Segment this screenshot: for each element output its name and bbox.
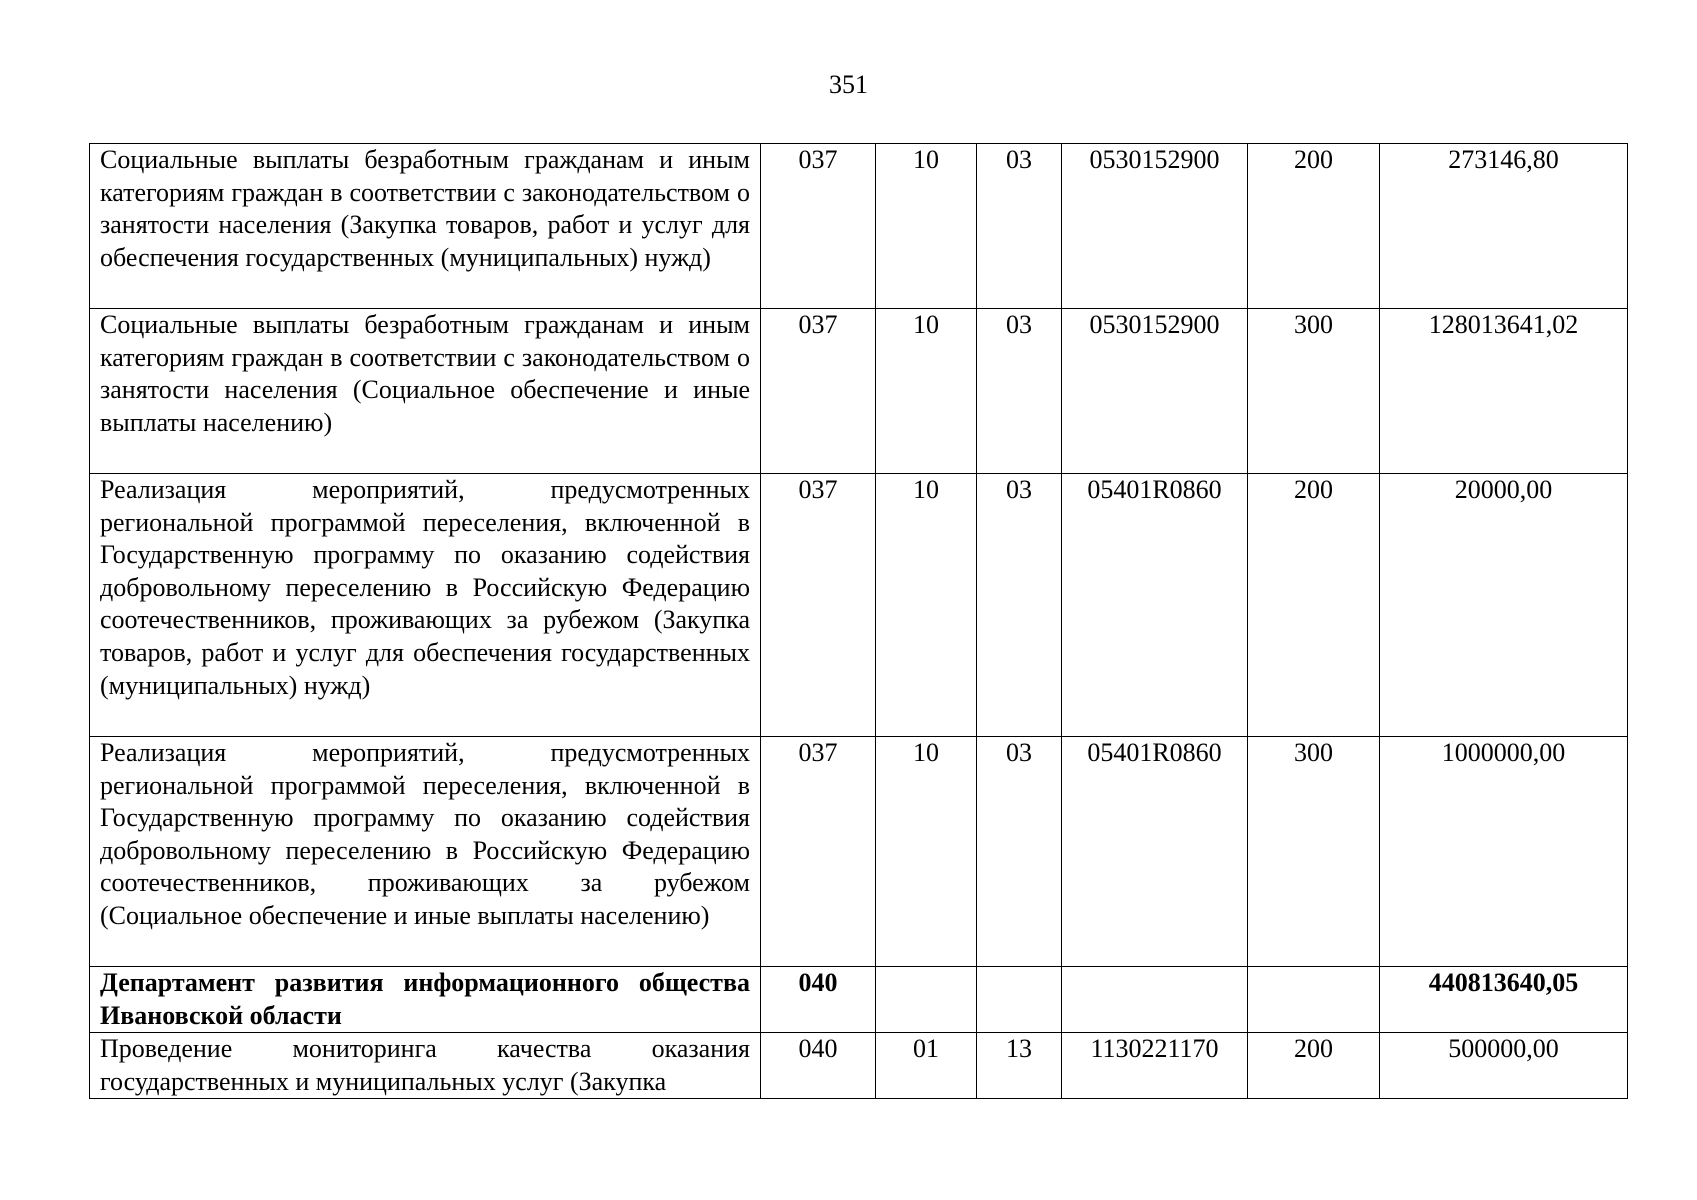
row-target-article: 1130221170 [1062, 1033, 1248, 1099]
row-amount: 500000,00 [1380, 1033, 1628, 1099]
row-amount: 273146,80 [1380, 144, 1628, 309]
row-expense-type [1248, 967, 1380, 1033]
row-description: Социальные выплаты безработным гражданам и иным категориям граждан в соответствии с законодательством о занятости населения (Социальное обеспечение и иные выплаты населению) [90, 309, 761, 474]
row-description: Реализация мероприятий, предусмотренных региональной программой переселения, включенной в Государственную программу по оказанию содействия добровольному переселению в Российскую Федерацию соотечественников, проживающих за рубежом (Закупка товаров, работ и услуг для обеспечения государственных (муниципальных) нужд) [90, 474, 761, 737]
row-expense-type: 200 [1248, 144, 1380, 309]
row-section-code [876, 967, 977, 1033]
row-amount: 440813640,05 [1380, 967, 1628, 1033]
row-section-code: 10 [876, 144, 977, 309]
row-subsection-code: 03 [977, 144, 1062, 309]
row-expense-type: 300 [1248, 737, 1380, 967]
table-row [90, 474, 1628, 737]
row-target-article: 05401R0860 [1062, 737, 1248, 967]
table-row [90, 737, 1628, 967]
row-ministry-code: 040 [761, 1033, 876, 1099]
row-target-article: 05401R0860 [1062, 474, 1248, 737]
row-ministry-code: 037 [761, 309, 876, 474]
row-ministry-code: 040 [761, 967, 876, 1033]
row-subsection-code: 03 [977, 309, 1062, 474]
table-row [90, 1033, 1628, 1099]
row-ministry-code: 037 [761, 737, 876, 967]
table-body [90, 144, 1628, 1099]
row-description: Социальные выплаты безработным гражданам и иным категориям граждан в соответствии с законодательством о занятости населения (Закупка товаров, работ и услуг для обеспечения государственных (муниципальных) нужд) [90, 144, 761, 309]
row-expense-type: 200 [1248, 474, 1380, 737]
row-amount: 20000,00 [1380, 474, 1628, 737]
row-subsection-code: 03 [977, 474, 1062, 737]
row-section-code: 10 [876, 309, 977, 474]
row-amount: 128013641,02 [1380, 309, 1628, 474]
table-row [90, 144, 1628, 309]
row-subsection-code [977, 967, 1062, 1033]
row-description: Реализация мероприятий, предусмотренных региональной программой переселения, включенной в Государственную программу по оказанию содействия добровольному переселению в Российскую Федерацию соотечественников, проживающих за рубежом (Социальное обеспечение и иные выплаты населению) [90, 737, 761, 967]
row-ministry-code: 037 [761, 144, 876, 309]
row-subsection-code: 03 [977, 737, 1062, 967]
row-section-code: 01 [876, 1033, 977, 1099]
row-section-code: 10 [876, 474, 977, 737]
row-expense-type: 300 [1248, 309, 1380, 474]
budget-table [89, 143, 1628, 1099]
row-target-article: 0530152900 [1062, 144, 1248, 309]
row-expense-type: 200 [1248, 1033, 1380, 1099]
row-target-article: 0530152900 [1062, 309, 1248, 474]
row-target-article [1062, 967, 1248, 1033]
table-row-department [90, 967, 1628, 1033]
row-description: Департамент развития информационного общества Ивановской области [90, 967, 761, 1033]
table-row [90, 309, 1628, 474]
row-ministry-code: 037 [761, 474, 876, 737]
row-section-code: 10 [876, 737, 977, 967]
row-subsection-code: 13 [977, 1033, 1062, 1099]
page-number: 351 [829, 70, 868, 99]
row-amount: 1000000,00 [1380, 737, 1628, 967]
row-description: Проведение мониторинга качества оказания государственных и муниципальных услуг (Закупка [90, 1033, 761, 1099]
